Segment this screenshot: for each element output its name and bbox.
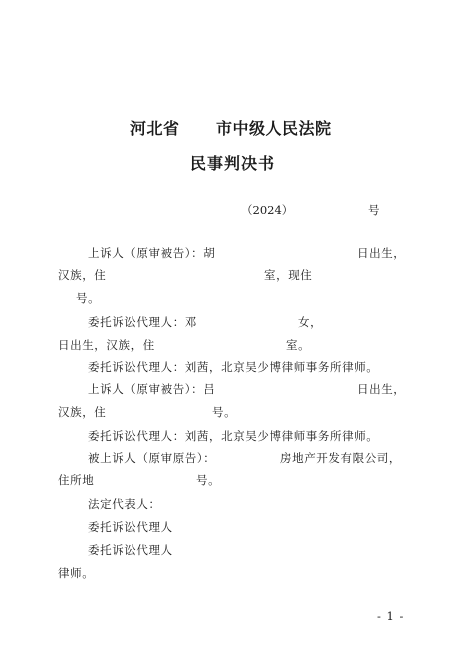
agent-deng-address-end: 室。 — [286, 338, 311, 352]
appellee-address-end: 号。 — [196, 473, 221, 487]
case-number — [0, 202, 467, 218]
agent-deng-line: 委托诉讼代理人：邓 — [88, 315, 197, 329]
court-province: 河北省 — [130, 119, 180, 138]
agent-liu-line-1: 委托诉讼代理人：刘茜，北京吴少博律师事务所律师。 — [88, 360, 379, 374]
appellant-1-address-label: 汉族，住 — [58, 268, 107, 282]
appellant-2-line: 上诉人（原审被告）：吕 — [88, 382, 216, 396]
appellant-2-address-label: 汉族，住 — [58, 405, 107, 419]
appellee-agent-1: 委托诉讼代理人 — [88, 520, 173, 534]
court-name — [0, 116, 467, 138]
case-number-suffix: 号 — [368, 203, 380, 217]
appellant-2-address-end: 号。 — [212, 405, 237, 419]
document-title: 民事判决书 — [190, 154, 276, 173]
case-year: （2024） — [241, 203, 294, 217]
appellant-1-current-address: 室，现住 — [264, 268, 313, 282]
appellant-1-birth: 日出生， — [357, 246, 406, 260]
appellee-agent-2-end: 律师。 — [58, 566, 95, 580]
legal-representative: 法定代表人： — [88, 497, 161, 511]
appellee-company: 房地产开发有限公司， — [280, 451, 401, 465]
appellee-line: 被上诉人（原审原告）： — [88, 451, 216, 465]
appellant-1-address-end: 号。 — [76, 291, 101, 305]
agent-deng-gender: 女， — [298, 315, 323, 329]
agent-deng-details: 日出生，汉族，住 — [58, 338, 155, 352]
appellee-address-label: 住所地 — [58, 473, 95, 487]
appellee-agent-2: 委托诉讼代理人 — [88, 543, 173, 557]
court-name-rest: 市中级人民法院 — [216, 119, 332, 138]
page-number: - 1 - — [377, 609, 405, 623]
appellant-1-line: 上诉人（原审被告）：胡 — [88, 246, 216, 260]
agent-liu-line-2: 委托诉讼代理人：刘茜，北京吴少博律师事务所律师。 — [88, 429, 379, 443]
appellant-2-birth: 日出生， — [357, 382, 406, 396]
